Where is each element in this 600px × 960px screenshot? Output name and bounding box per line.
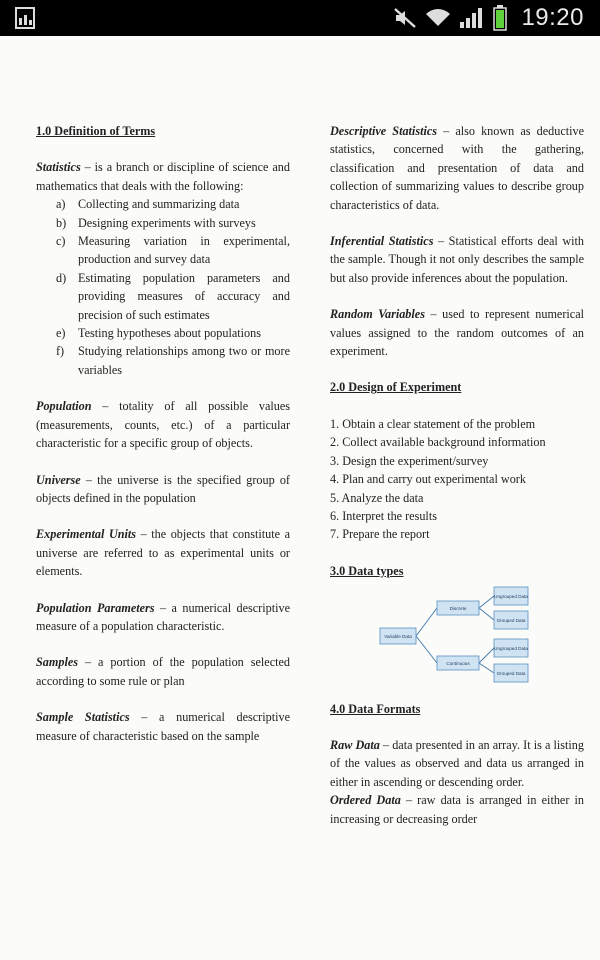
population-parameters-definition: Population Parameters – a numerical descriptive measure of a population characteristic. — [36, 600, 290, 633]
list-item: 5. Analyze the data — [330, 490, 424, 505]
connector — [416, 636, 437, 663]
samples-definition: Samples – a portion of the population selected according to some rule or plan — [36, 655, 290, 688]
population-definition: Population – totality of all possible values (measurements, counts, etc.) of a particular characteristic for a specific group of objects. — [36, 399, 290, 451]
design-steps-list — [330, 415, 584, 544]
list-item: 7. Prepare the report — [330, 527, 430, 542]
list-item: c) Measuring variation in experimental, production and survey data — [56, 234, 290, 267]
ordered-data-definition: Ordered Data – raw data is arranged in either in increasing or decreasing order — [330, 793, 585, 826]
continuous-label: Continuous — [446, 661, 470, 667]
list-item: 6. Interpret the results — [330, 508, 437, 523]
section4-heading: 4.0 Data Formats — [330, 701, 421, 716]
section1-heading: 1.0 Definition of Terms — [36, 124, 156, 138]
wifi-icon — [425, 6, 451, 30]
random-variables-definition: Random Variables – used to represent numerical values assigned to the random outcomes of an experiment. — [330, 307, 584, 359]
universe-definition: Universe – the universe is the specified group of objects defined in the population — [36, 472, 290, 505]
connector — [479, 608, 494, 620]
statistics-list — [36, 195, 290, 379]
experimental-units-definition: Experimental Units – the objects that constitute a universe are referred to as experimental units or elements. — [36, 527, 290, 579]
document-page — [0, 36, 600, 960]
statistics-definition: Statistics – is a branch or discipline of science and mathematics that deals with the following: — [36, 160, 290, 193]
connector — [416, 608, 437, 636]
signal-icon — [459, 6, 485, 30]
inferential-statistics-definition: Inferential Statistics – Statistical efforts deal with the sample. Though it not only describes the sample but also provide inferences about the population. — [330, 234, 584, 285]
grouped-data-label: Grouped Data — [496, 618, 526, 624]
data-types-diagram — [376, 584, 576, 686]
list-item: d) Estimating population parameters and providing measures of accuracy and precision of such estimates — [56, 270, 290, 322]
descriptive-statistics-definition: Descriptive Statistics – also known as deductive statistics, concerned with the gathering, classification and presentation of data and collection of summarizing values to describe group characteristics of data. — [330, 124, 585, 212]
right-column — [330, 122, 584, 828]
list-item: 2. Collect available background information — [330, 435, 546, 450]
clock: 19:20 — [521, 4, 584, 31]
grouped-data-label: Grouped Data — [496, 671, 526, 677]
list-item: 1. Obtain a clear statement of the problem — [330, 416, 536, 431]
ungrouped-data-label: Ungrouped Data — [494, 646, 528, 652]
ungrouped-data-label: Ungrouped Data — [494, 594, 528, 600]
raw-data-definition: Raw Data – data presented in an array. It is a listing of the values as observed and data us arranged in either in ascending or descending order. — [330, 737, 584, 789]
connector — [479, 663, 494, 673]
discrete-label: Discrete — [449, 606, 467, 612]
list-item: a) Collecting and summarizing data — [56, 197, 240, 212]
mute-icon — [393, 6, 417, 30]
sample-statistics-definition: Sample Statistics – a numerical descriptive measure of characteristic based on the sample — [36, 710, 290, 743]
left-column — [36, 122, 290, 745]
status-bar — [0, 0, 600, 36]
list-item: b) Designing experiments with surveys — [56, 215, 256, 230]
list-item: 3. Design the experiment/survey — [330, 453, 489, 468]
list-item: 4. Plan and carry out experimental work — [330, 472, 526, 487]
connector — [479, 596, 494, 608]
list-item: e) Testing hypotheses about populations — [56, 326, 261, 341]
variable-data-label: Variable Data — [384, 634, 412, 640]
battery-icon — [493, 5, 507, 31]
section2-heading: 2.0 Design of Experiment — [330, 380, 462, 395]
connector — [479, 648, 494, 663]
section3-heading: 3.0 Data types — [330, 563, 404, 578]
list-item: f) Studying relationships among two or more variables — [56, 344, 290, 377]
gallery-notification-icon — [14, 6, 36, 30]
